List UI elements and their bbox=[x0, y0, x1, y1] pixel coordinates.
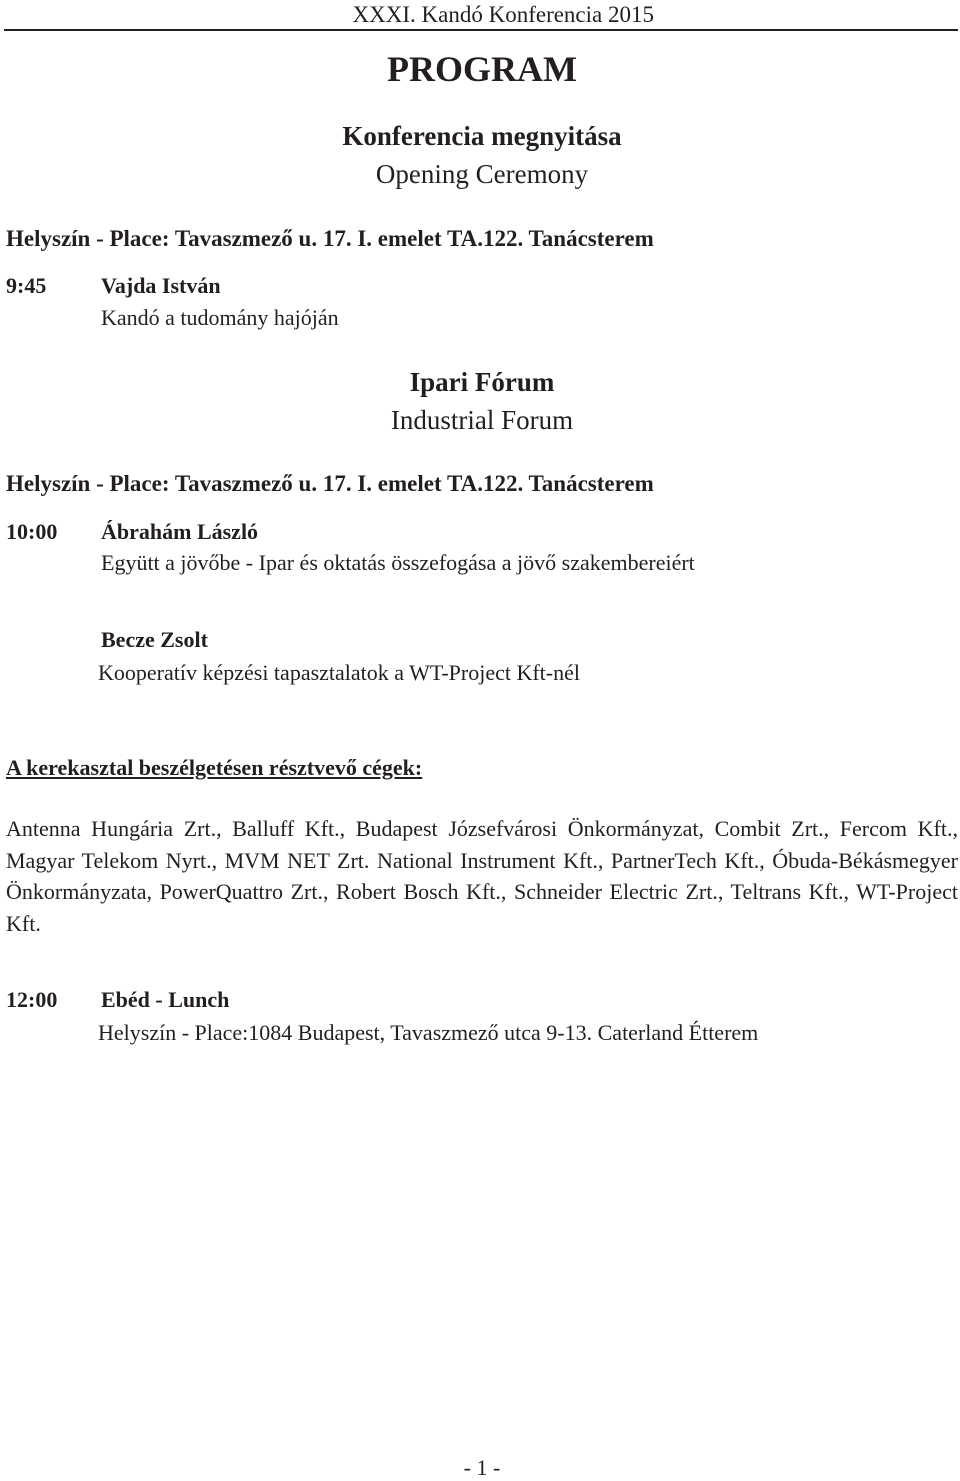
opening-time: 9:45 bbox=[6, 273, 47, 298]
discussion-heading: A kerekasztal beszélgetésen résztvevő cégek: bbox=[6, 755, 423, 780]
forum-subtitle: Industrial Forum bbox=[390, 405, 574, 435]
forum-talk-2: Kooperatív képzési tapasztalatok a WT-Project Kft-nél bbox=[98, 660, 580, 685]
forum-place: Helyszín - Place: Tavaszmező u. 17. I. emelet TA.122. Tanácsterem bbox=[6, 471, 654, 496]
opening-speaker: Vajda István bbox=[101, 273, 221, 298]
lunch-place: Helyszín - Place:1084 Budapest, Tavaszmező utca 9-13. Caterland Étterem bbox=[98, 1020, 759, 1045]
program-title: PROGRAM bbox=[387, 49, 577, 89]
forum-speaker-2: Becze Zsolt bbox=[101, 627, 208, 652]
lunch-time: 12:00 bbox=[6, 987, 58, 1012]
opening-subtitle: Opening Ceremony bbox=[375, 159, 589, 189]
opening-title: Konferencia megnyitása bbox=[342, 121, 622, 151]
forum-talk-1: Együtt a jövőbe - Ipar és oktatás összefogása a jövő szakembereiért bbox=[101, 550, 695, 575]
page-number: - 1 - bbox=[463, 1455, 501, 1480]
opening-place: Helyszín - Place: Tavaszmező u. 17. I. emelet TA.122. Tanácsterem bbox=[6, 226, 654, 251]
running-header: XXXI. Kandó Konferencia 2015 bbox=[352, 2, 654, 27]
forum-time: 10:00 bbox=[6, 519, 58, 544]
company-list: Antenna Hungária Zrt., Balluff Kft., Budapest Józsefvárosi Önkormányzat, Combit Zrt., Fercom Kft., Magyar Telekom Nyrt., MVM NET Zrt. National Instrument Kft., PartnerTech Kft., Óbuda-Békásmegyer Önkormányzata, PowerQuattro Zrt., Robert Bosch Kft., Schneider Electric Zrt., Teltrans Kft., WT-Project Kft. bbox=[6, 816, 958, 936]
opening-talk: Kandó a tudomány hajóján bbox=[101, 305, 339, 330]
forum-title: Ipari Fórum bbox=[409, 367, 555, 397]
lunch-title: Ebéd - Lunch bbox=[101, 987, 230, 1012]
header-rule bbox=[4, 29, 958, 31]
forum-speaker-1: Ábrahám László bbox=[101, 519, 259, 544]
